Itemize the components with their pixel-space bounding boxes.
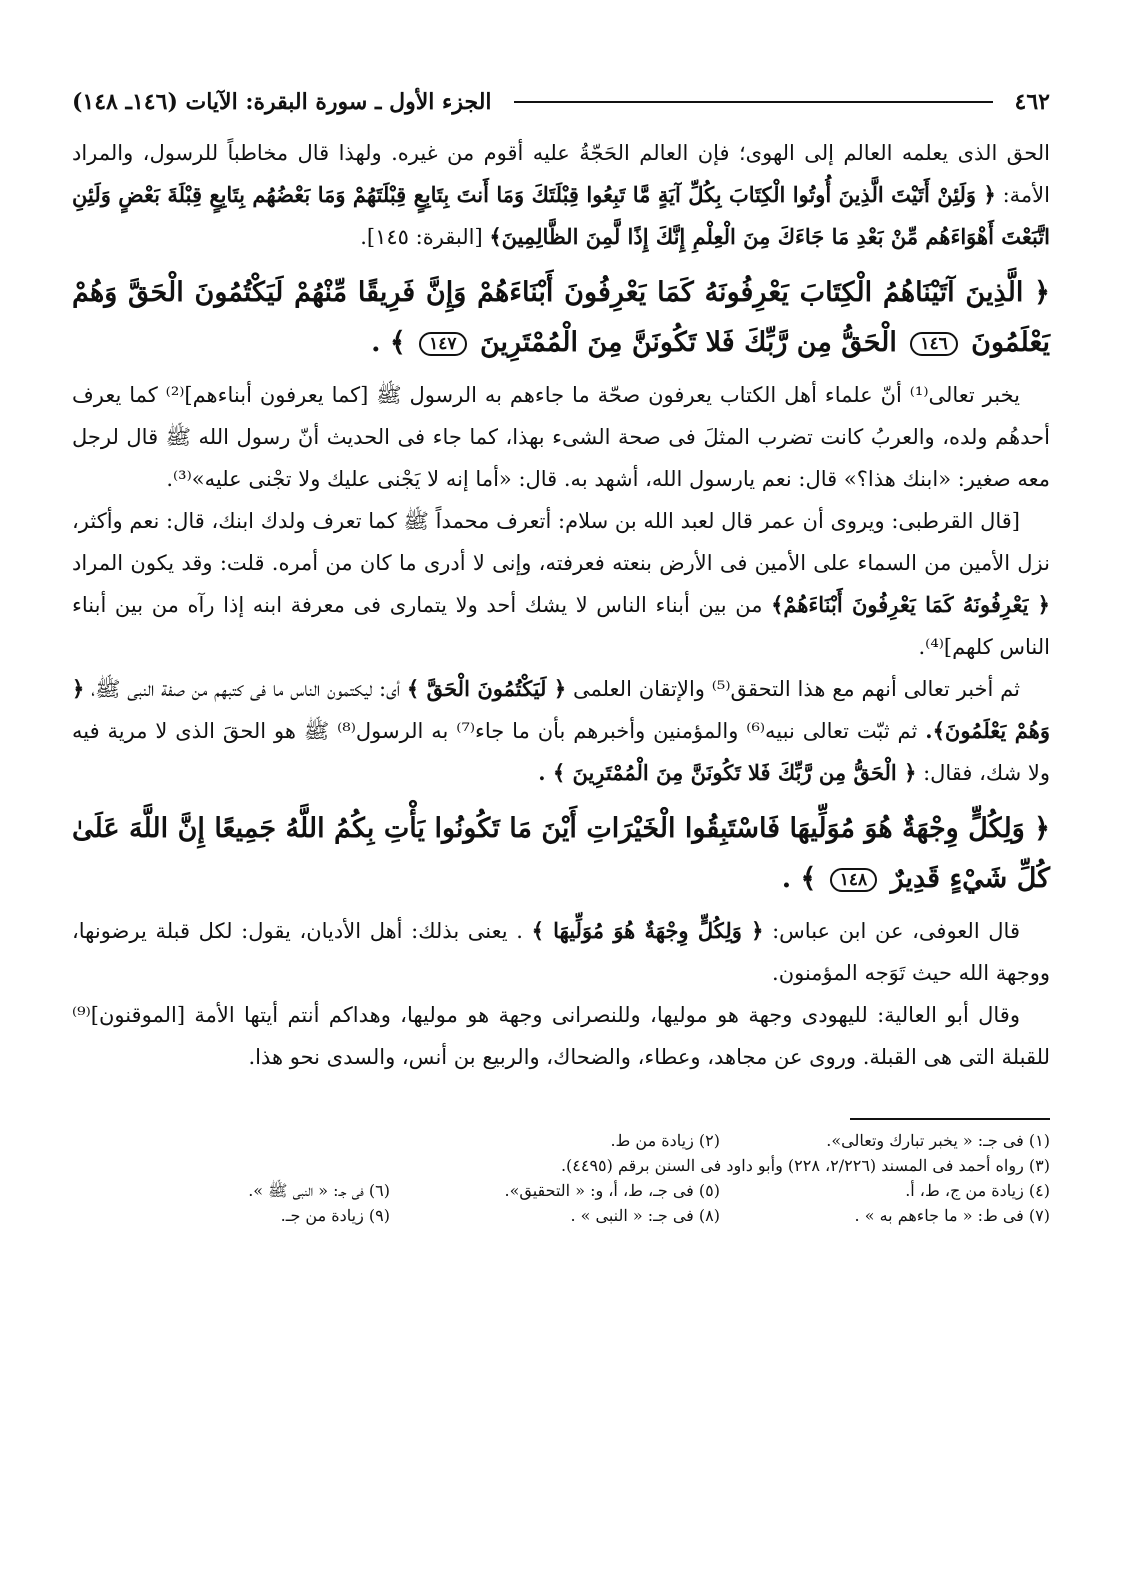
paragraph-2-text-a: [قال القرطبى: ويروى أن عمر قال لعبد الله بن سلام: أتعرف محمداً ﷺ كما تعرف ولدك ابنك، قال: نعم وأكثر، نزل الأمين من السماء على الأمين فى الأرض بنعته فعرفته، وإنى لا أدرى ما كان من أمره. قلت: وقد يكون المراد bbox=[72, 509, 1050, 575]
tafsir-paragraph-1: يخبر تعالى⁽¹⁾ أنّ علماء أهل الكتاب يعرفون صحّة ما جاءهم به الرسول ﷺ [كما يعرفون أبناءهم]⁽²⁾ كما يعرف أحدهُم ولده، والعربُ كانت تضرب المثلَ فى صحة الشىء بهذا، كما جاء فى الحديث أنّ رسول الله ﷺ قال لرجل معه صغير: «ابنك هذا؟» قال: نعم يارسول الله، أشهد به. قال: «أما إنه لا يَجْنى عليك ولا تجْنى عليه»⁽³⁾. bbox=[72, 383, 1050, 491]
paragraph-4-text-a: قال العوفى، عن ابن عباس: bbox=[772, 919, 1020, 943]
paragraph-3-quote-b: ﴿ وَهُمْ يَعْلَمُونَ﴾. bbox=[72, 676, 1050, 743]
verse-146-147 bbox=[72, 268, 1050, 368]
footnote-row-3 bbox=[72, 1178, 1050, 1203]
footnotes bbox=[72, 1128, 1050, 1228]
tafsir-paragraph-4 bbox=[72, 910, 1050, 994]
footnote-row-1 bbox=[72, 1128, 1050, 1153]
sura-reference: [البقرة: ١٤٥]. bbox=[360, 225, 483, 249]
page-header bbox=[72, 80, 1050, 124]
verse-148-end-mark: ﴾ . bbox=[781, 863, 817, 894]
paragraph-3-quote-a: ﴿ لَيَكْتُمُونَ الْحَقَّ ﴾ bbox=[406, 676, 567, 701]
intro-line-2: للرسول، والمراد الأمة: bbox=[72, 141, 1050, 207]
intro-paragraph bbox=[72, 132, 1050, 258]
page-number: ٤٦٢ bbox=[1014, 89, 1050, 115]
header-rule bbox=[514, 101, 993, 103]
tafsir-paragraph-2 bbox=[72, 500, 1050, 668]
paragraph-4-quote: ﴿ وَلِكُلٍّ وِجْهَةٌ هُوَ مُوَلِّيهَا ﴾ bbox=[531, 918, 764, 943]
footnote-2: (٢) زيادة من ط. bbox=[610, 1131, 720, 1150]
paragraph-4-text-b: . يعنى بذلك: أهل الأديان، يقول: لكل قبلة يرضونها، ووجهة الله حيث تَوَجه المؤمنون. bbox=[72, 919, 1050, 985]
footnote-9: (٩) زيادة من جـ. bbox=[280, 1206, 390, 1225]
paragraph-3-text-a: ثم أخبر تعالى أنهم مع هذا التحقق⁽⁵⁾ والإتقان العلمى bbox=[572, 677, 1020, 701]
verse-148-text: ﴿ وَلِكُلٍّ وِجْهَةٌ هُوَ مُوَلِّيهَا فَاسْتَبِقُوا الْخَيْرَاتِ أَيْنَ مَا تَكُونُوا يَأْتِ بِكُمُ اللَّهُ جَمِيعًا إِنَّ اللَّهَ عَلَىٰ كُلِّ شَيْءٍ قَدِيرٌ bbox=[72, 813, 1050, 894]
quran-quote-145: ﴿ وَلَئِنْ أَتَيْتَ الَّذِينَ أُوتُوا الْكِتَابَ بِكُلِّ آيَةٍ مَّا تَبِعُوا قِبْلَتَكَ وَمَا أَنتَ بِتَابِعٍ قِبْلَتَهُمْ وَمَا بَعْضُهُم بِتَابِعٍ قِبْلَةَ بَعْضٍ وَلَئِنِ اتَّبَعْتَ أَهْوَاءَهُم مِّنْ بَعْدِ مَا جَاءَكَ مِنَ الْعِلْمِ إِنَّكَ إِذًا لَّمِنَ الظَّالِمِينَ﴾ bbox=[72, 182, 1050, 249]
footnote-8: (٨) فى جـ: « النبى » . bbox=[570, 1206, 720, 1225]
verse-number-146: ١٤٦ bbox=[910, 332, 957, 356]
tafsir-paragraph-3 bbox=[72, 668, 1050, 794]
verse-end-mark: ﴾ . bbox=[371, 327, 406, 358]
footnote-5: (٥) فى جـ، ط، أ، و: « التحقيق». bbox=[504, 1181, 720, 1200]
intro-line-1: الحق الذى يعلمه العالم إلى الهوى؛ فإن العالم الحَجّةُ عليه أقوم من غيره. ولهذا قال مخاطباً bbox=[227, 141, 1050, 165]
paragraph-2-text-b: من بين أبناء الناس لا يشك أحد ولا يتمارى فى معرفة ابنه إذا رآه من بين أبناء الناس كلهم]⁽⁴⁾. bbox=[72, 593, 1050, 659]
footnote-row-4 bbox=[72, 1203, 1050, 1228]
running-title: الجزء الأول ـ سورة البقرة: الآيات (١٤٦ـ ١٤٨) bbox=[72, 89, 492, 115]
paragraph-3-quote-c: ﴿ الْحَقُّ مِن رَّبِّكَ فَلا تَكُونَنَّ مِنَ الْمُمْتَرِينَ ﴾ . bbox=[538, 760, 917, 785]
paragraph-3-text-b: أى: ليكتمون الناس ما فى كتبهم من صفة النبى ﷺ، bbox=[91, 677, 401, 701]
footnote-row-2 bbox=[72, 1153, 1050, 1178]
footnote-3: (٣) رواه أحمد فى المسند (٢/٢٢٦، ٢٢٨) وأبو داود فى السنن برقم (٤٤٩٥). bbox=[560, 1156, 1050, 1175]
footnote-7: (٧) فى ط: « ما جاءهم به » . bbox=[854, 1206, 1050, 1225]
verse-148 bbox=[72, 804, 1050, 904]
footnote-4: (٤) زيادة من ج، ط، أ. bbox=[905, 1181, 1050, 1200]
footnote-6: (٦) فى جـ: « النبى ﷺ ». bbox=[248, 1181, 390, 1200]
paragraph-2-quote: ﴿ يَعْرِفُونَهُ كَمَا يَعْرِفُونَ أَبْنَاءَهُمْ﴾ bbox=[771, 592, 1050, 617]
verse-147-text: الْحَقُّ مِن رَّبِّكَ فَلا تَكُونَنَّ مِنَ الْمُمْتَرِينَ bbox=[479, 327, 897, 358]
footnote-rule bbox=[850, 1118, 1050, 1120]
verse-number-147: ١٤٧ bbox=[419, 332, 466, 356]
verse-number-148: ١٤٨ bbox=[830, 868, 877, 892]
tafsir-paragraph-5: وقال أبو العالية: لليهودى وجهة هو موليها، وللنصرانى وجهة هو موليها، وهداكم أنتم أيتها الأمة [الموقنون]⁽⁹⁾ للقبلة التى هى القبلة. وروى عن مجاهد، وعطاء، والضحاك، والربيع بن أنس، والسدى نحو هذا. bbox=[72, 1003, 1050, 1069]
paragraph-3-text-c: ثم ثبّت تعالى نبيه⁽⁶⁾ والمؤمنين وأخبرهم بأن ما جاء⁽⁷⁾ به الرسول⁽⁸⁾ ﷺ هو الحقَ الذى لا مرية فيه ولا شك، فقال: bbox=[72, 719, 1050, 785]
verse-146-text: ﴿ الَّذِينَ آتَيْنَاهُمُ الْكِتَابَ يَعْرِفُونَهُ كَمَا يَعْرِفُونَ أَبْنَاءَهُمْ وَإِنَّ فَرِيقًا مِّنْهُمْ لَيَكْتُمُونَ الْحَقَّ وَهُمْ يَعْلَمُونَ bbox=[72, 277, 1050, 358]
footnote-1: (١) فى جـ: « يخبر تبارك وتعالى». bbox=[826, 1131, 1050, 1150]
